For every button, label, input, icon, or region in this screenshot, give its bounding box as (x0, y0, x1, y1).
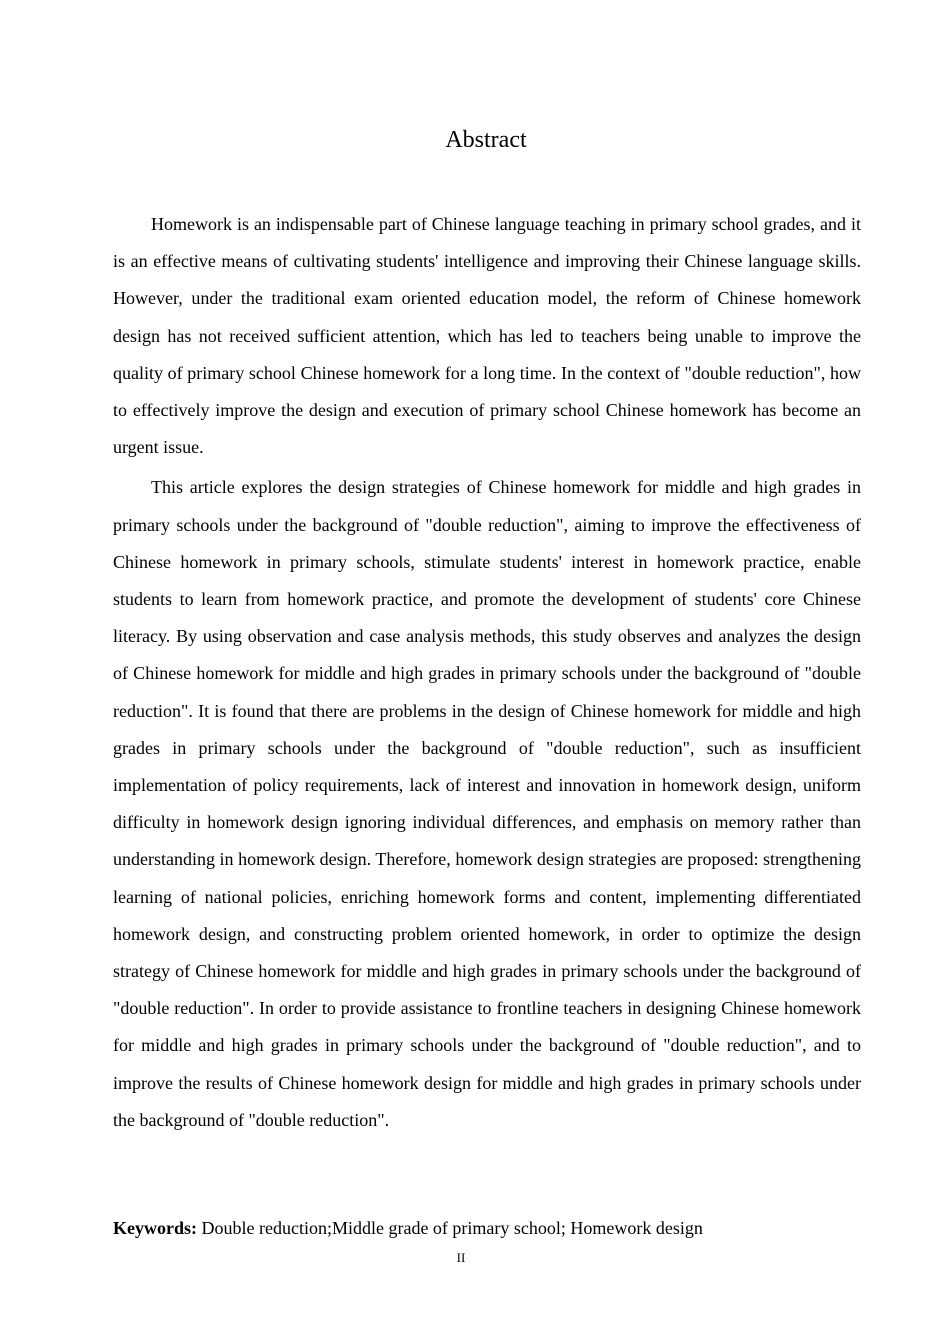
page-number: II (456, 1250, 466, 1265)
abstract-body (113, 206, 861, 1139)
keywords-line (113, 1213, 861, 1243)
abstract-paragraph-1: Homework is an indispensable part of Chinese language teaching in primary school grades, and it is an effective means of cultivating students' intelligence and improving their Chinese language skills. However, under the traditional exam oriented education model, the reform of Chinese homework design has not received sufficient attention, which has led to teachers being unable to improve the quality of primary school Chinese homework for a long time. In the context of "double reduction", how to effectively improve the design and execution of primary school Chinese homework has become an urgent issue. (113, 214, 861, 458)
page-title: Abstract (445, 127, 527, 153)
keywords-label: Keywords: (113, 1218, 197, 1238)
keywords-text: Double reduction;Middle grade of primary school; Homework design (197, 1218, 703, 1238)
abstract-paragraph-2: This article explores the design strategies of Chinese homework for middle and high grades in primary schools under the background of "double reduction", aiming to improve the effectiveness of Chinese homework in primary schools, stimulate students' interest in homework practice, enable students to learn from homework practice, and promote the development of students' core Chinese literacy. By using observation and case analysis methods, this study observes and analyzes the design of Chinese homework for middle and high grades in primary schools under the background of "double reduction". It is found that there are problems in the design of Chinese homework for middle and high grades in primary schools under the background of "double reduction", such as insufficient implementation of policy requirements, lack of interest and innovation in homework design, uniform difficulty in homework design ignoring individual differences, and emphasis on memory rather than understanding in homework design. Therefore, homework design strategies are proposed: strengthening learning of national policies, enriching homework forms and content, implementing differentiated homework design, and constructing problem oriented homework, in order to optimize the design strategy of Chinese homework for middle and high grades in primary schools under the background of "double reduction". In order to provide assistance to frontline teachers in designing Chinese homework for middle and high grades in primary schools under the background of "double reduction", and to improve the results of Chinese homework design for middle and high grades in primary schools under the background of "double reduction". (113, 477, 861, 1130)
